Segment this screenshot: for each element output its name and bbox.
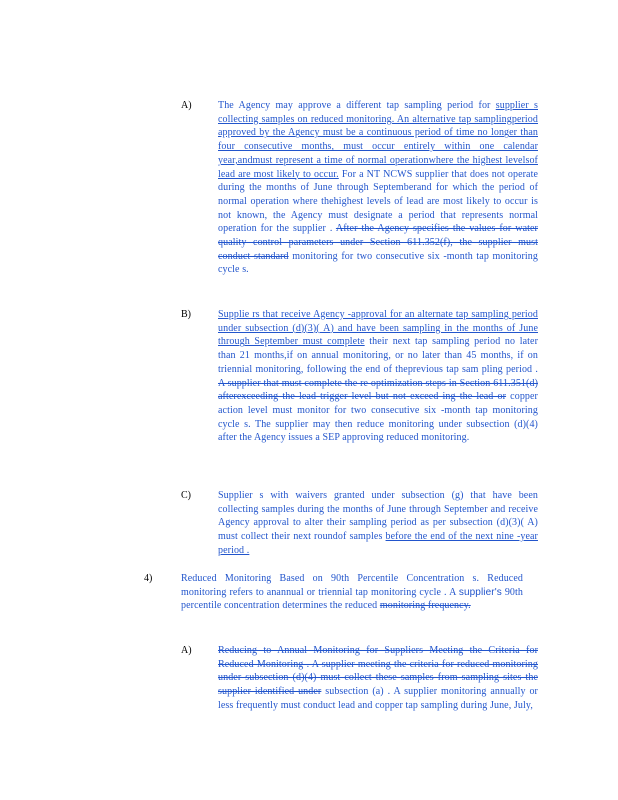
text-segment: 90th percentile concentration determines the reduced <box>181 586 523 612</box>
text-segment: Supplier s with waivers granted under subsection (g) that have been collecting samples during the months of June through September and receive Agency approval to alter their sampling period as per subsection (d)(3)( A) must collect their next roundof samples <box>218 490 538 543</box>
item-label-4a: A) <box>181 645 192 656</box>
item-paragraph-c <box>218 489 538 558</box>
item-label-c: C) <box>181 490 191 501</box>
text-segment-sans: supplier's <box>458 586 502 598</box>
item-label-b: B) <box>181 309 191 320</box>
item-paragraph-4 <box>181 572 523 613</box>
deleted-text: After the Agency specifies the values for water quality control parameters under Section 611.352(f), the supplier must conduct standard <box>218 223 538 262</box>
text-segment: monitoring for two consecutive six -month tap monitoring cycle s. <box>218 250 538 276</box>
item-label-4: 4) <box>144 573 153 584</box>
deleted-text: A supplier that must complete the re optimization steps in Section 611.351(d) afterexceeding the lead trigger level but not exceed ing the lead or <box>218 377 538 403</box>
inserted-text: before the end of the next nine -year period . <box>218 531 538 556</box>
text-segment: Reduced Monitoring Based on 90th Percentile Concentration s. Reduced monitoring refers to anannual or triennial tap monitoring cycle . A <box>181 573 523 598</box>
deleted-text: Reducing to Annual Monitoring for Suppliers Meeting the Criteria for Reduced Monitoring . A supplier meeting the criteria for reduced monitoring under subsection (d)(4) must collect these samples from sampling sites the supplier identified under <box>218 645 538 698</box>
item-paragraph-a <box>218 99 538 277</box>
text-segment: The Agency may approve a different tap sampling period for <box>218 100 496 111</box>
deleted-text: monitoring frequency. <box>379 600 471 612</box>
text-segment: For a NT NCWS supplier that does not operate during the months of June through Septemberand for which the period of normal operation where thehighest levels of lead are most likely to occur is not known, the Agency must designate a period that represents normal operation for the supplier . <box>218 168 538 235</box>
item-paragraph-4a <box>218 644 538 713</box>
text-segment: subsection (a) . A supplier monitoring annually or less frequently must conduct lead and copper tap sampling during June, July, <box>218 686 538 711</box>
text-segment: copper action level must monitor for two consecutive six -month tap monitoring cycle s. The supplier may then reduce monitoring under subsection (d)(4) after the Agency issues a SEP approving reduced monitoring. <box>218 391 538 444</box>
text-segment: their next tap sampling period no later than 21 months,if on annual monitoring, or no later than 45 months, if on triennial monitoring, following the end of theprevious tap sam pling period . <box>218 336 539 375</box>
inserted-text: supplier s collecting samples on reduced monitoring. An alternative tap samplingperiod approved by the Agency must be a continuous period of time no longer than four consecutive months, must occur entirely within one calendar year,andmust represent a time of normal operationwhere the highest levelsof lead are most likely to occur. <box>218 100 538 180</box>
item-label-a: A) <box>181 100 192 111</box>
inserted-text: Supplie rs that receive Agency -approval for an alternate tap sampling period under subsection (d)(3)( A) and have been sampling in the months of June through September must complete <box>218 309 538 348</box>
item-paragraph-b <box>218 308 538 445</box>
